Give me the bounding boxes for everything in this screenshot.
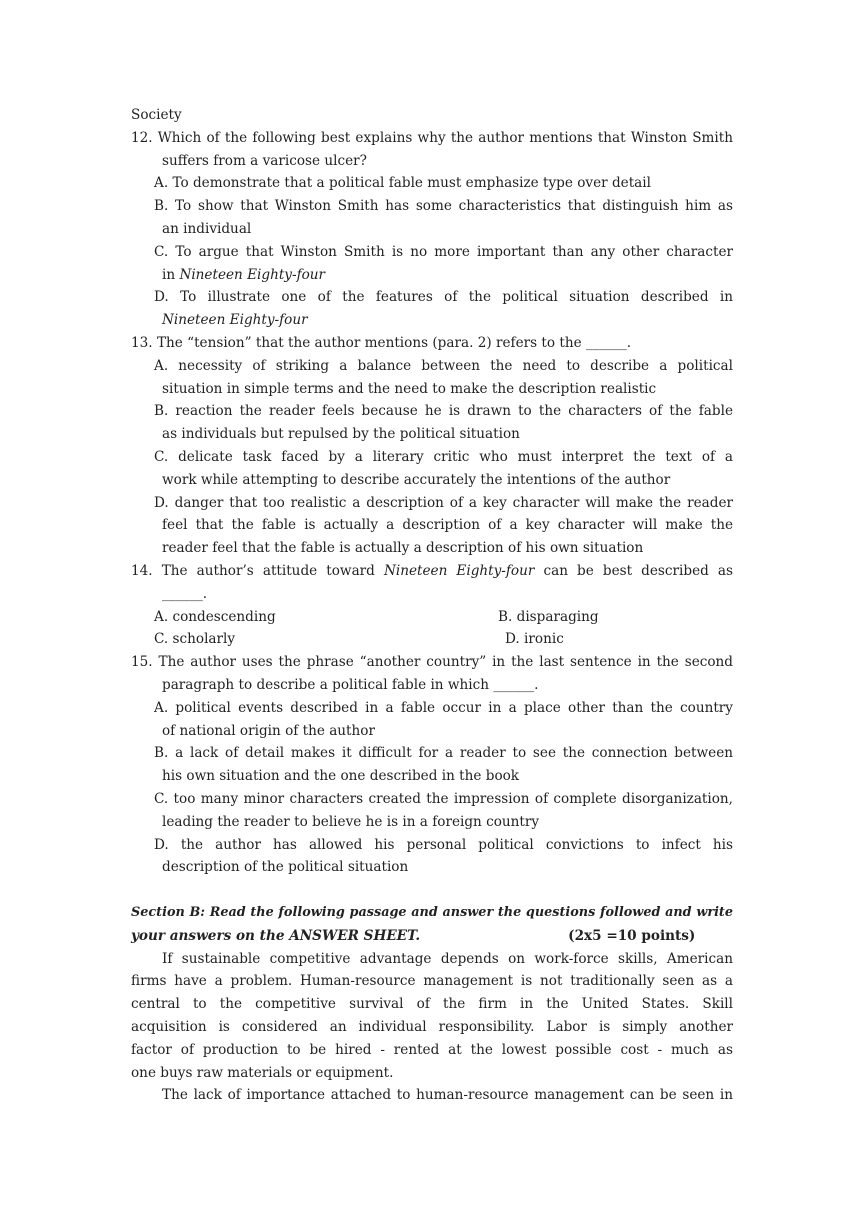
q14-book-title: Nineteen Eighty-four — [383, 562, 535, 579]
q12-option-c-book-title: Nineteen Eighty-four — [179, 266, 326, 283]
q13-option-c-line1: C. delicate task faced by a literary critic who must interpret the text of a — [154, 448, 733, 465]
q14-stem-line2: ______. — [162, 585, 208, 602]
q14-option-a: A. condescending — [154, 608, 276, 625]
q13-option-d-line3: reader feel that the fable is actually a description of his own situation — [162, 540, 644, 557]
q15-option-d-line1: D. the author has allowed his personal political convictions to infect his — [154, 836, 733, 853]
q12-option-d-line1: D. To illustrate one of the features of the political situation described in — [154, 289, 733, 306]
q14-option-b: B. disparaging — [498, 608, 599, 625]
section-b-line2-row — [131, 925, 733, 948]
question-15 — [131, 651, 733, 879]
q14-stem-suffix: can be best described as — [534, 562, 733, 579]
q14-options-row2 — [131, 628, 733, 651]
q15-stem-line1: 15. The author uses the phrase “another country” in the last sentence in the second — [131, 654, 733, 671]
q12-option-c-line1: C. To argue that Winston Smith is no more important than any other character — [154, 243, 733, 260]
q14-option-d: D. ironic — [505, 631, 564, 648]
q15-option-a-line2: of national origin of the author — [162, 722, 375, 739]
q15-option-b-line1: B. a lack of detail makes it difficult for a reader to see the connection between — [154, 745, 733, 762]
passage — [131, 948, 733, 1108]
section-b-line2: your answers on the ANSWER SHEET. — [131, 927, 421, 944]
section-b-points: (2x5 =10 points) — [568, 927, 696, 944]
q13-option-b-line1: B. reaction the reader feels because he is drawn to the characters of the fable — [154, 403, 733, 420]
question-14 — [131, 560, 733, 651]
q12-stem-line2: suffers from a varicose ulcer? — [162, 152, 367, 169]
passage-p1-line2: firms have a problem. Human-resource management is not traditionally seen as a — [131, 973, 733, 990]
question-12 — [131, 127, 733, 332]
passage-p2-line1: The lack of importance attached to human-resource management can be seen in — [162, 1087, 733, 1104]
q15-option-a-line1: A. political events described in a fable occur in a place other than the country — [154, 699, 733, 716]
q15-option-c-line2: leading the reader to believe he is in a foreign country — [162, 813, 540, 830]
spacer — [131, 879, 733, 902]
q15-option-b-line2: his own situation and the one described in the book — [162, 768, 520, 785]
q12-option-d-book-title: Nineteen Eighty-four — [162, 312, 308, 329]
passage-p1-line4: acquisition is considered an individual responsibility. Labor is simply another — [131, 1019, 733, 1036]
q14-options-row1 — [131, 606, 733, 629]
q15-stem-line2: paragraph to describe a political fable in which ______. — [162, 676, 539, 693]
passage-p1-line5: factor of production to be hired - rented at the lowest possible cost - much as — [131, 1041, 733, 1058]
q13-option-b-line2: as individuals but repulsed by the political situation — [162, 426, 520, 443]
top-word: Society — [131, 107, 182, 123]
q13-option-a-line1: A. necessity of striking a balance between the need to describe a political — [154, 357, 733, 374]
q12-option-c-prefix: in — [162, 266, 180, 283]
q15-option-c-line1: C. too many minor characters created the impression of complete disorganization, — [154, 790, 733, 807]
passage-p1-line3: central to the competitive survival of the firm in the United States. Skill — [131, 996, 733, 1013]
q13-option-c-line2: work while attempting to describe accurately the intentions of the author — [162, 471, 671, 488]
q12-option-c-line2 — [131, 264, 733, 287]
q14-option-c: C. scholarly — [154, 631, 236, 648]
q12-stem-line1: 12. Which of the following best explains why the author mentions that Winston Smith — [131, 129, 733, 146]
q12-option-b-line1: B. To show that Winston Smith has some characteristics that distinguish him as — [154, 198, 733, 215]
q13-stem: 13. The “tension” that the author mentions (para. 2) refers to the ______. — [131, 334, 632, 351]
document-page — [131, 104, 733, 1107]
section-b-line1: Section B: Read the following passage and answer the questions followed and write — [131, 905, 733, 921]
q15-option-d-line2: description of the political situation — [162, 859, 409, 876]
passage-p1-line6: one buys raw materials or equipment. — [131, 1064, 394, 1081]
section-b-heading — [131, 902, 733, 948]
question-13 — [131, 332, 733, 560]
q13-option-a-line2: situation in simple terms and the need to make the description realistic — [162, 380, 657, 397]
q14-stem-prefix: 14. The author’s attitude toward — [131, 562, 384, 579]
q13-option-d-line1: D. danger that too realistic a description of a key character will make the reader — [154, 494, 733, 511]
passage-p1-line1: If sustainable competitive advantage depends on work-force skills, American — [162, 950, 733, 967]
q14-stem-line1 — [131, 560, 733, 583]
q13-option-d-line2: feel that the fable is actually a description of a key character will make the — [162, 517, 733, 534]
q12-option-b-line2: an individual — [162, 220, 252, 237]
q12-option-a: A. To demonstrate that a political fable must emphasize type over detail — [154, 175, 651, 192]
